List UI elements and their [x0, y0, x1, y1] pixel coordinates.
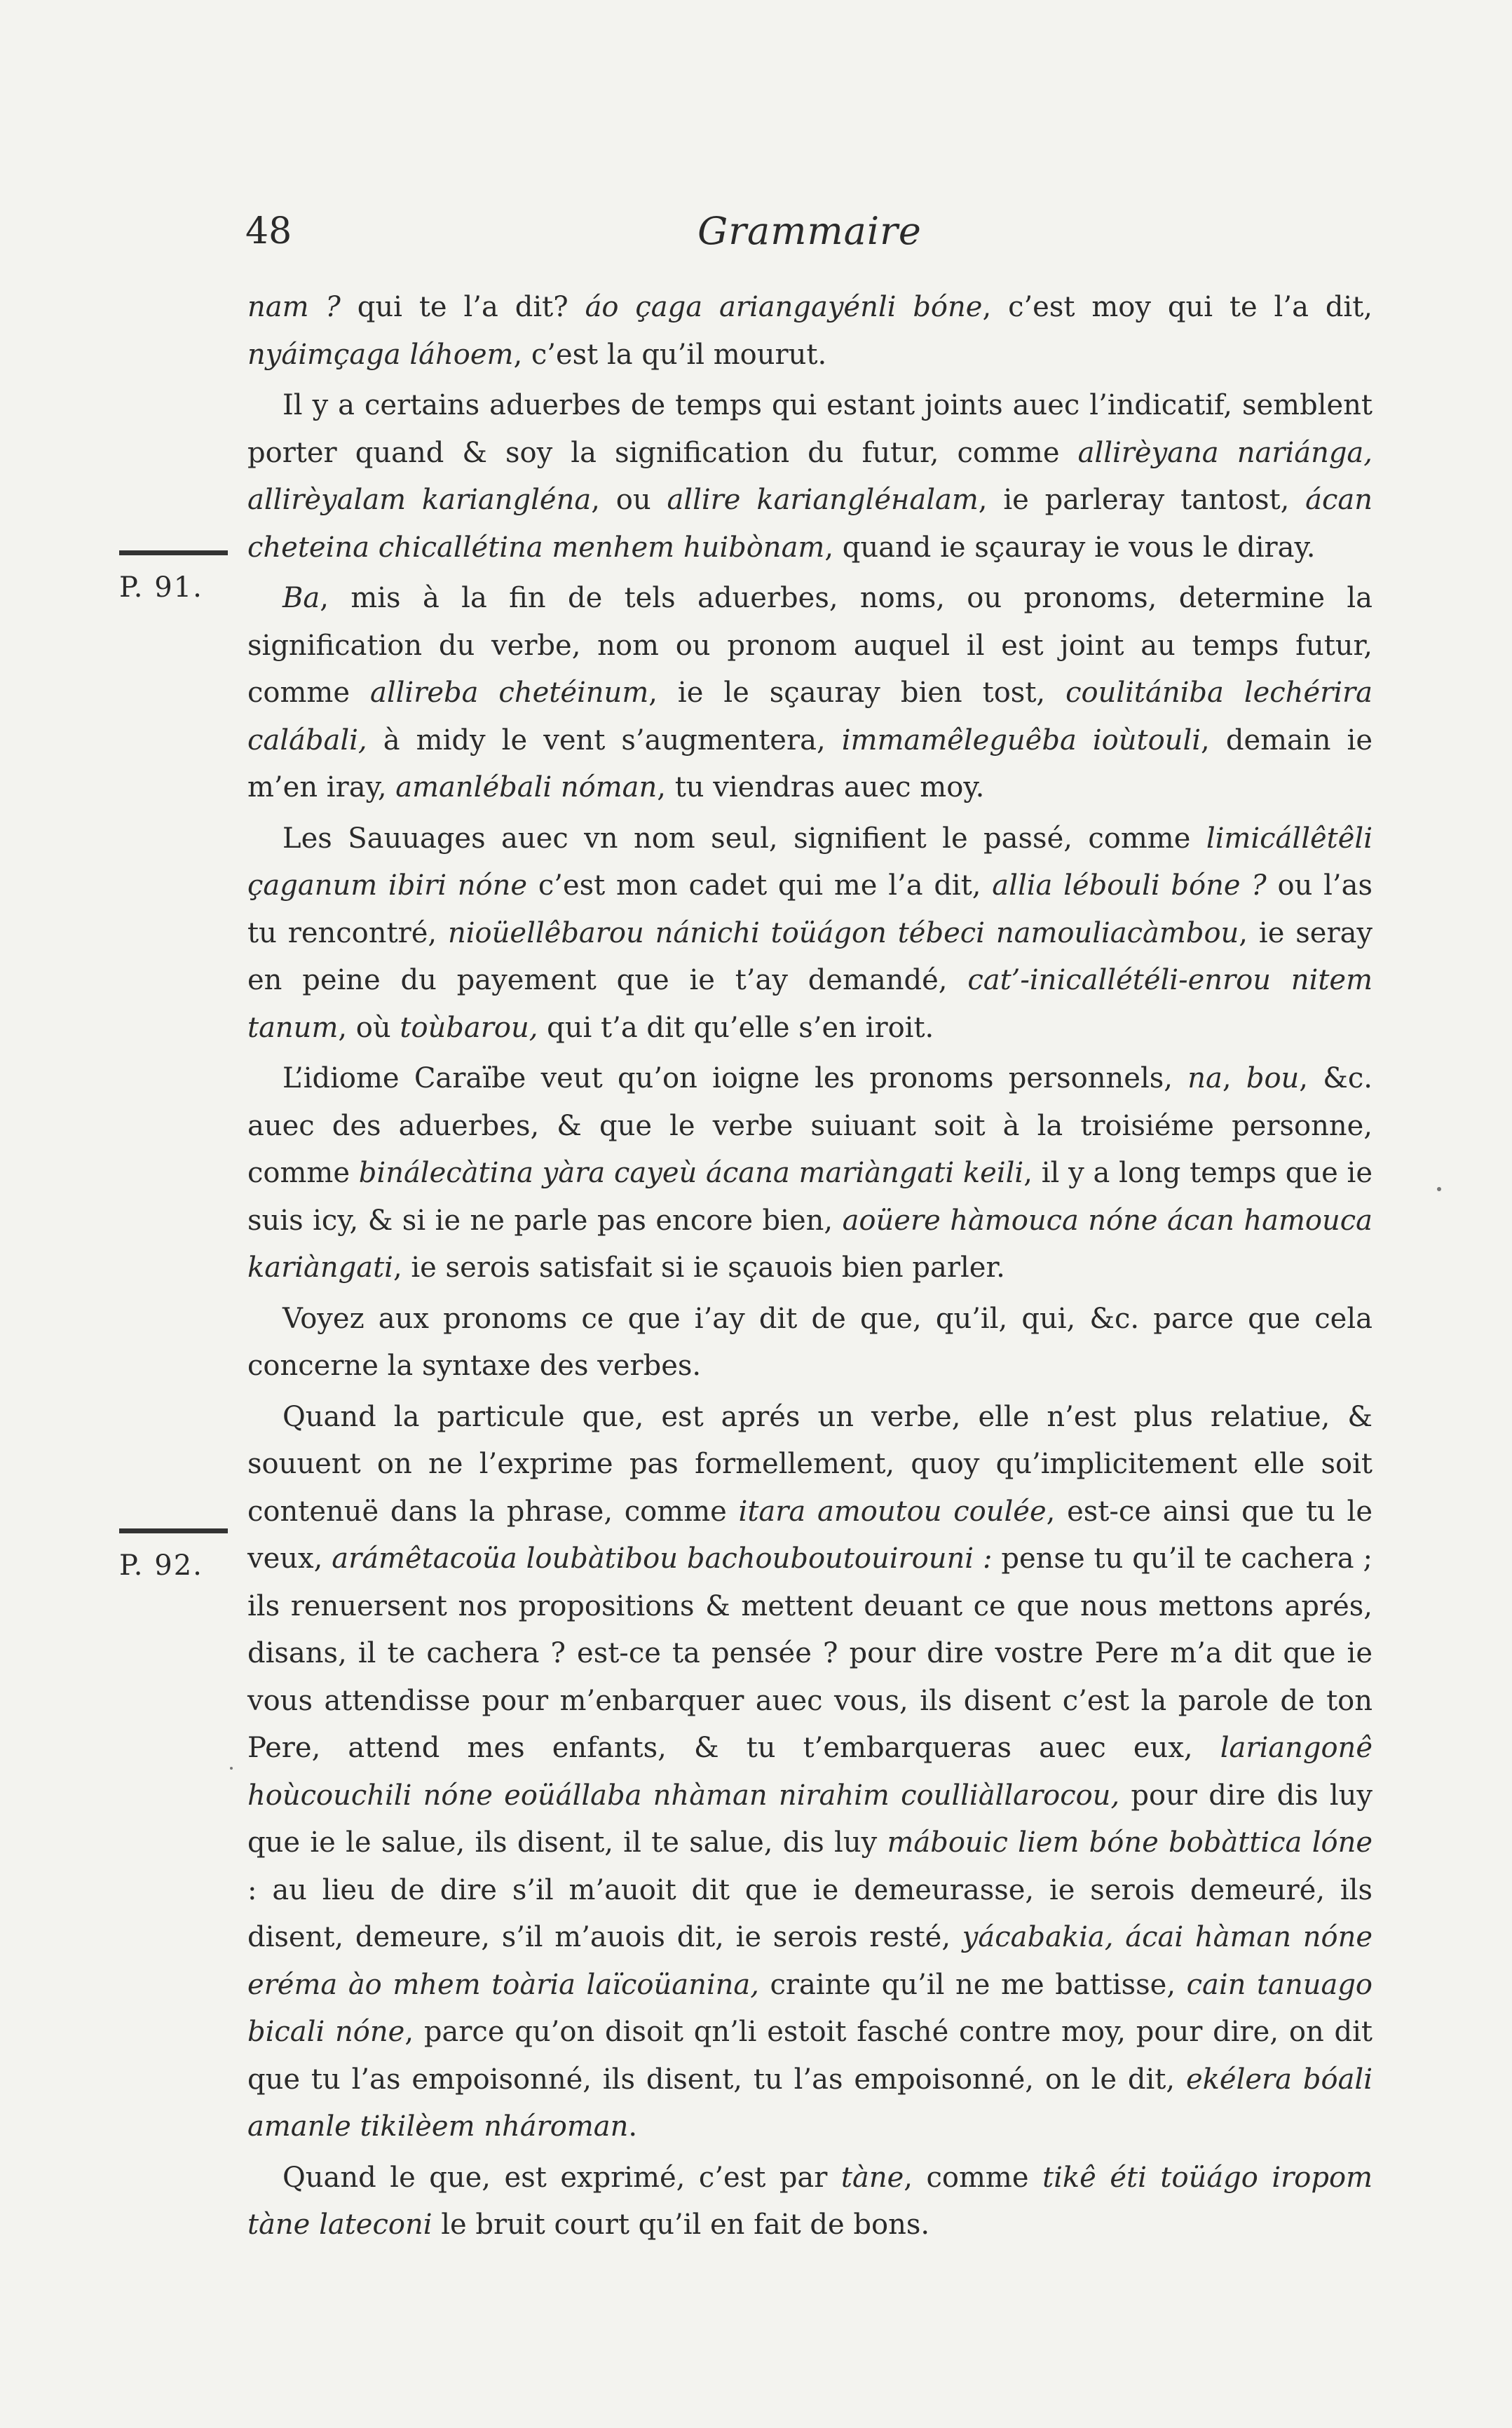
paragraph — [247, 815, 1373, 1052]
french-text: , où — [338, 1011, 400, 1044]
page-number: 48 — [245, 210, 292, 252]
french-text: Quand le que, est exprimé, c’est par — [282, 2161, 841, 2194]
caribbean-phrase: cain tanuago bicali nóne — [247, 1968, 1373, 2048]
caribbean-phrase: nam ? — [247, 291, 341, 323]
paragraph — [247, 382, 1373, 571]
margin-note-p92 — [119, 1528, 231, 1582]
caribbean-phrase: toùbarou, — [400, 1011, 538, 1044]
french-text: qui te l’a dit? — [340, 291, 585, 323]
french-text: , ie parleray tantost, — [978, 484, 1306, 516]
french-text: ou l’as tu rencontré, — [247, 869, 1373, 949]
caribbean-phrase: itara amoutou coulée — [738, 1495, 1047, 1528]
paragraph — [247, 1296, 1373, 1390]
caribbean-phrase: yácabakia, ácai hàman nóne eréma ào mhem toària laïcoüanina, — [247, 1921, 1373, 2001]
caribbean-phrase: immamêleguêba ioùtouli — [841, 724, 1201, 757]
french-text: , — [1222, 1062, 1246, 1094]
french-text: , quand ie sçauray ie vous le diray. — [824, 531, 1316, 564]
french-text: à midy le vent s’augmentera, — [367, 724, 842, 757]
french-text: . — [628, 2110, 638, 2143]
french-text: , c’est moy qui te l’a dit, — [982, 291, 1373, 323]
french-text: , est-ce ainsi que tu le veux, — [247, 1495, 1373, 1575]
paragraph — [247, 1394, 1373, 2151]
french-text: , comme — [904, 2161, 1043, 2194]
caribbean-phrase: bou — [1246, 1062, 1300, 1094]
caribbean-phrase: coulitániba lechérira calábali, — [247, 677, 1373, 757]
french-text: , ou — [591, 484, 667, 516]
caribbean-phrase: mábouic liem bóne bobàttica lóne — [887, 1826, 1373, 1859]
french-text: pour dire dis luy que ie le salue, ils disent, il te salue, dis luy — [247, 1779, 1373, 1859]
caribbean-phrase: allirèyana nariánga, allirèyalam kariangléna — [247, 436, 1373, 516]
caribbean-phrase: allireba chetéinum — [369, 677, 649, 709]
french-text: , ie seray en peine du payement que ie t’ay demandé, — [247, 916, 1373, 996]
caribbean-phrase: amanlébali nóman — [395, 771, 658, 803]
paragraph — [247, 284, 1373, 379]
french-text: , parce qu’on disoit qn’li estoit fasché contre moy, pour dire, on dit que tu l’as empoisonné, ils disent, tu l’as empoisonné, on le dit, — [247, 2016, 1373, 2096]
caribbean-phrase: allire kariangléнalam — [667, 484, 979, 516]
margin-ref: P. 91. — [119, 571, 203, 604]
caribbean-phrase: ácan cheteina chicallétina menhem huibònam — [247, 484, 1373, 564]
caribbean-phrase: tàne — [840, 2161, 904, 2194]
french-text: Il y a certains aduerbes de temps qui estant joints auec l’indicatif, semblent porter quand & soy la signification du futur, comme — [247, 389, 1373, 469]
french-text: , demain ie m’en iray, — [247, 724, 1373, 803]
caribbean-phrase: na — [1187, 1062, 1222, 1094]
french-text: , ie le sçauray bien tost, — [648, 677, 1066, 709]
french-text: : au lieu de dire s’il m’auoit dit que ie demeurasse, ie serois demeuré, ils disent, demeure, s’il m’auois dit, ie serois resté, — [247, 1873, 1373, 1953]
caribbean-phrase: nioüellêbarou nánichi toüágon tébeci namouliacàmbou — [448, 916, 1239, 949]
french-text: L’idiome Caraïbe veut qu’on ioigne les pronoms personnels, — [282, 1062, 1188, 1094]
paragraph — [247, 1055, 1373, 1292]
paper-speck — [1437, 1187, 1441, 1191]
caribbean-phrase: arámêtacoüa loubàtibou bachouboutouirouni : — [332, 1542, 993, 1575]
french-text: Voyez aux pronoms ce que i’ay dit de que, qu’il, qui, &c. parce que cela concerne la syntaxe des verbes. — [247, 1302, 1373, 1382]
caribbean-phrase: aoüere hàmouca nóne ácan hamouca kariàngati — [247, 1204, 1373, 1284]
french-text: , ie serois satisfait si ie sçauois bien parler. — [393, 1252, 1005, 1284]
running-title: Grammaire — [697, 209, 922, 253]
caribbean-phrase: Ba — [282, 582, 320, 614]
caribbean-phrase: allia lébouli bóne ? — [992, 869, 1267, 902]
paragraph — [247, 575, 1373, 812]
caribbean-phrase: lariangonê hoùcouchili nóne eoüállaba nhàman nirahim coulliàllarocou, — [247, 1732, 1373, 1812]
paragraph — [247, 2155, 1373, 2249]
margin-rule — [119, 1528, 228, 1533]
french-text: qui t’a dit qu’elle s’en iroit. — [538, 1011, 934, 1044]
french-text: , c’est la qu’il mourut. — [513, 338, 827, 371]
margin-ref: P. 92. — [119, 1549, 203, 1582]
paper-speck — [230, 1767, 233, 1770]
french-text: le bruit court qu’il en fait de bons. — [432, 2209, 930, 2241]
french-text: , &c. auec des aduerbes, & que le verbe suiuant soit à la troisiéme personne, comme — [247, 1062, 1373, 1189]
margin-note-p91 — [119, 550, 231, 604]
page-header — [245, 203, 1374, 266]
caribbean-phrase: cat’-inicallétéli-enrou nitem tanum — [247, 964, 1373, 1044]
french-text: c’est mon cadet qui me l’a dit, — [527, 869, 993, 902]
body-text — [247, 284, 1373, 2253]
french-text: , il y a long temps que ie suis icy, & si ie ne parle pas encore bien, — [247, 1157, 1373, 1237]
caribbean-phrase: áo çaga ariangayénli bóne — [585, 291, 983, 323]
french-text: , tu viendras auec moy. — [657, 771, 985, 803]
french-text: Les Sauuages auec vn nom seul, signifient le passé, comme — [282, 822, 1206, 855]
french-text: pense tu qu’il te cachera ; ils renuersent nos propositions & mettent deuant ce que nous mettons aprés, disans, il te cachera ? est-ce ta pensée ? pour dire vostre Pere m’a dit que ie vous attendisse pour m’enbarquer auec vous, ils disent c’est la parole de ton Pere, attend mes enfants, & tu t’embarqueras auec eux, — [247, 1542, 1373, 1764]
caribbean-phrase: tikê éti toüágo iropom tàne lateconi — [247, 2161, 1373, 2241]
caribbean-phrase: binálecàtina yàra cayeù ácana mariàngati keili — [358, 1157, 1024, 1189]
french-text: Quand la particule que, est aprés un verbe, elle n’est plus relatiue, & souuent on ne l’exprime pas formellement, quoy qu’implicitement elle soit contenuë dans la phrase, comme — [247, 1400, 1373, 1528]
margin-rule — [119, 550, 228, 555]
caribbean-phrase: limicállêtêli çaganum ibiri nóne — [247, 822, 1373, 902]
caribbean-phrase: nyáimçaga láhoem — [247, 338, 514, 371]
french-text: , mis à la fin de tels aduerbes, noms, ou pronoms, determine la signification du verbe, nom ou pronom auquel il est joint au temps futur, comme — [247, 582, 1373, 709]
caribbean-phrase: ekélera bóali amanle tikilèem nhároman — [247, 2063, 1373, 2143]
french-text: crainte qu’il ne me battisse, — [758, 1968, 1187, 2001]
